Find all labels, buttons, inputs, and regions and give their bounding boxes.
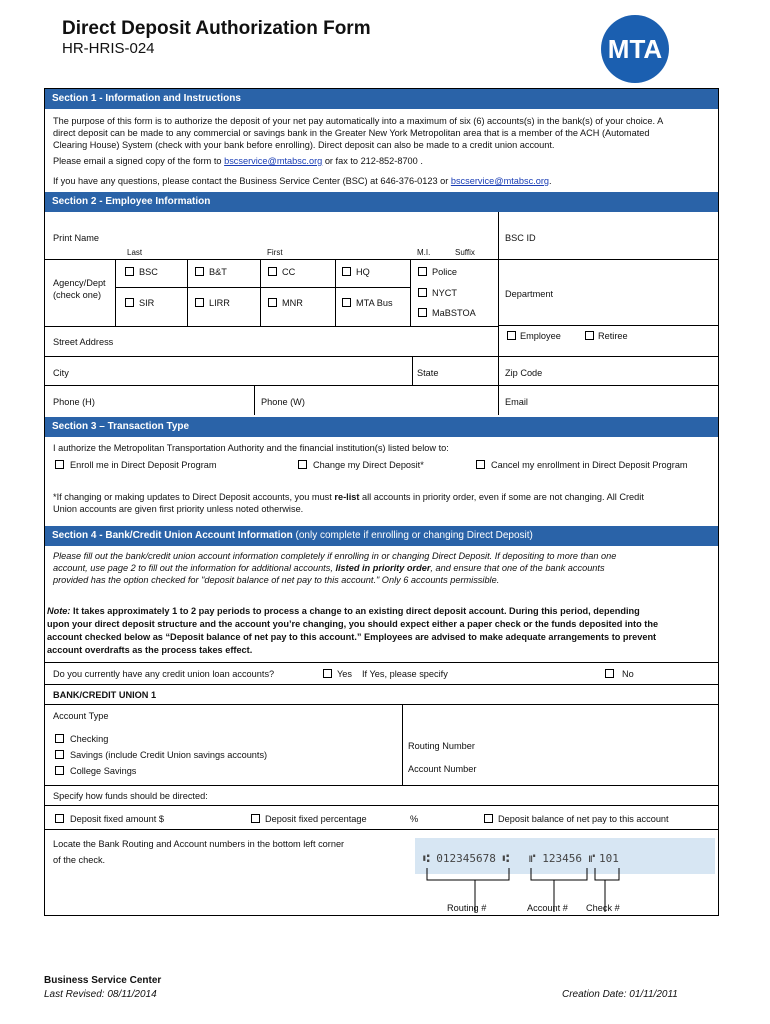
s4-note-text1: It takes approximately 1 to 2 pay periods to process a change to an existing direct deposit account. During this period, depending [70, 606, 640, 616]
enroll-label: Enroll me in Direct Deposit Program [70, 460, 217, 470]
city-label: City [53, 368, 69, 378]
email-label: Email [505, 397, 528, 407]
checking-checkbox[interactable] [55, 734, 64, 743]
logo-text: MTA [607, 34, 663, 64]
loan-yes-label: Yes [337, 669, 352, 679]
s4-instr-line1: Please fill out the bank/credit union account information completely if enrolling in or changing Direct Deposit. If depositing to more than one [53, 551, 617, 561]
loan-specify-label: If Yes, please specify [362, 669, 448, 679]
section1-heading: Section 1 - Information and Instructions [45, 89, 718, 109]
check-number-text: 101 [599, 852, 619, 865]
s4-note-line4: account overdrafts as the process takes effect. [47, 645, 253, 655]
s2-hline-3 [45, 356, 718, 357]
s3-note-bold: re-list [334, 492, 360, 502]
cancel-label: Cancel my enrollment in Direct Deposit Program [491, 460, 688, 470]
last-label: Last [127, 248, 143, 257]
fixed-amount-checkbox[interactable] [55, 814, 64, 823]
mta-bus-checkbox[interactable] [342, 298, 351, 307]
s4-heading-main: Section 4 - Bank/Credit Union Account Information [52, 530, 293, 541]
s2-div-a [115, 259, 116, 326]
college-label: College Savings [70, 766, 137, 776]
bsc-id-label: BSC ID [505, 233, 536, 243]
s2-hline-2r [498, 325, 718, 326]
email-link[interactable]: bscservice@mtabsc.org [224, 156, 323, 166]
s4-hline-2 [45, 684, 718, 685]
check-routing-text: ⑆ 012345678 ⑆ [423, 852, 510, 865]
department-label: Department [505, 289, 554, 299]
college-checkbox[interactable] [55, 766, 64, 775]
form-id: HR-HRIS-024 [62, 40, 155, 57]
phone-w-label: Phone (W) [261, 397, 305, 407]
routing-number-label: Routing Number [408, 741, 475, 751]
state-label: State [417, 368, 439, 378]
balance-checkbox[interactable] [484, 814, 493, 823]
s1-email-pre: Please email a signed copy of the form to [53, 156, 225, 166]
specify-label: Specify how funds should be directed: [53, 791, 208, 801]
savings-label: Savings (include Credit Union savings accounts) [70, 750, 268, 760]
s1-questions-pre: If you have any questions, please contact the Business Service Center (BSC) at 646-376-0123 or [53, 176, 451, 186]
locate-line1: Locate the Bank Routing and Account numbers in the bottom left corner [53, 839, 345, 849]
s2-hline-2 [45, 326, 498, 327]
footer-revised: Last Revised: 08/11/2014 [44, 989, 157, 1000]
bsc-label: BSC [139, 267, 158, 277]
section2-heading: Section 2 - Employee Information [45, 192, 718, 212]
mta-logo [590, 14, 682, 84]
enroll-checkbox[interactable] [55, 460, 64, 469]
s1-questions-post: . [549, 176, 552, 186]
police-checkbox[interactable] [418, 267, 427, 276]
s4-instr2-pre: account, use page 2 to fill out the information for additional accounts, [53, 563, 336, 573]
sir-label: SIR [139, 298, 155, 308]
mnr-label: MNR [282, 298, 303, 308]
mi-label: M.I. [417, 248, 431, 257]
lirr-label: LIRR [209, 298, 230, 308]
change-label: Change my Direct Deposit* [313, 460, 424, 470]
form-body [44, 88, 719, 916]
agency-dept-label: Agency/Dept [53, 278, 106, 288]
s2-div-c [260, 259, 261, 326]
section4-heading [45, 526, 718, 546]
s3-note-pre: *If changing or making updates to Direct Deposit accounts, you must [53, 492, 335, 502]
retiree-label: Retiree [598, 331, 628, 341]
check-account-text: ⑈ 123456 ⑈ [529, 852, 596, 865]
s4-hline-5 [45, 805, 718, 806]
savings-checkbox[interactable] [55, 750, 64, 759]
loan-yes-checkbox[interactable] [323, 669, 332, 678]
footer-creation: Creation Date: 01/11/2011 [562, 989, 678, 1000]
print-name-label: Print Name [53, 233, 99, 243]
s4-note-line3: account checked below as “Deposit balance of net pay to this account.” Employees are advised to make adequate arrangements to prevent [47, 632, 657, 642]
balance-label: Deposit balance of net pay to this account [498, 814, 669, 824]
nyct-checkbox[interactable] [418, 288, 427, 297]
bt-label: B&T [209, 267, 227, 277]
s4-instr2-post: , and ensure that one of the bank accounts [430, 563, 605, 573]
s4-heading-note: (only complete if enrolling or changing Direct Deposit) [292, 530, 533, 541]
account-number-label: Account Number [408, 764, 477, 774]
hq-checkbox[interactable] [342, 267, 351, 276]
nyct-label: NYCT [432, 288, 458, 298]
retiree-checkbox[interactable] [585, 331, 594, 340]
locate-line2: of the check. [53, 855, 106, 865]
s2-hline-1 [45, 259, 718, 260]
cc-checkbox[interactable] [268, 267, 277, 276]
authorize-text: I authorize the Metropolitan Transportation Authority and the financial institution(s) listed below to: [53, 443, 449, 453]
s3-note-post: all accounts in priority order, even if some are not changing. All Credit [359, 492, 644, 502]
questions-email-link[interactable]: bscservice@mtabsc.org [450, 176, 550, 186]
s4-hline-4 [45, 785, 718, 786]
bsc-checkbox[interactable] [125, 267, 134, 276]
checking-label: Checking [70, 734, 109, 744]
fixed-pct-label: Deposit fixed percentage [265, 814, 367, 824]
fixed-amount-label: Deposit fixed amount $ [70, 814, 164, 824]
s4-acct-div [402, 704, 403, 785]
loan-no-checkbox[interactable] [605, 669, 614, 678]
mnr-checkbox[interactable] [268, 298, 277, 307]
s4-note-line1 [47, 605, 640, 617]
footer-center: Business Service Center [44, 975, 162, 986]
section3-heading: Section 3 – Transaction Type [45, 417, 718, 437]
s2-agency-mid [115, 287, 410, 288]
s1-email-line [53, 155, 423, 167]
s2-phone-div [254, 385, 255, 415]
s4-hline-1 [45, 662, 718, 663]
zip-label: Zip Code [505, 368, 543, 378]
loan-no-label: No [622, 669, 634, 679]
suffix-label: Suffix [455, 248, 475, 257]
bank1-heading: BANK/CREDIT UNION 1 [53, 690, 157, 700]
s4-hline-3 [45, 704, 718, 705]
pct-sign: % [410, 814, 419, 824]
s1-questions-line [53, 175, 552, 187]
s2-city-div [412, 356, 413, 385]
s1-para-line1: The purpose of this form is to authorize the deposit of your net pay automatically into a maximum of six (6) accounts(s) in the bank(s) of your choice. A [53, 116, 664, 126]
phone-h-label: Phone (H) [53, 397, 95, 407]
s1-para-line2: direct deposit can be made to any commercial or savings bank in the Greater New York Metropolitan area that is a member of the ACH (Automated [53, 128, 650, 138]
s1-email-post: or fax to 212-852-8700 . [322, 156, 423, 166]
s1-para-line3: Clearing House) System (check with your bank before enrolling). Direct deposit can also be made to a credit union account. [53, 140, 555, 150]
s4-note-label: Note: [47, 606, 71, 616]
sir-checkbox[interactable] [125, 298, 134, 307]
s4-instr-line2 [53, 562, 605, 574]
s2-div-b [187, 259, 188, 326]
s4-instr2-bold: listed in priority order [335, 563, 431, 573]
form-title: Direct Deposit Authorization Form [62, 18, 371, 39]
routing-hash-label: Routing # [447, 903, 487, 913]
s4-note-line2: upon your direct deposit structure and the account you’re changing, you should expect either a paper check or the funds deposited into the [47, 619, 659, 629]
account-hash-label: Account # [527, 903, 568, 913]
s2-div-d [335, 259, 336, 326]
fixed-pct-checkbox[interactable] [251, 814, 260, 823]
cc-label: CC [282, 267, 296, 277]
account-type-label: Account Type [53, 711, 109, 721]
s3-note-line2: Union accounts are given first priority unless noted otherwise. [53, 504, 304, 514]
employee-checkbox[interactable] [507, 331, 516, 340]
check-hash-label: Check # [586, 903, 620, 913]
mta-bus-label: MTA Bus [356, 298, 393, 308]
mabstoa-label: MaBSTOA [432, 308, 476, 318]
employee-label: Employee [520, 331, 561, 341]
s3-note-line1 [53, 491, 644, 503]
police-label: Police [432, 267, 458, 277]
lirr-checkbox[interactable] [195, 298, 204, 307]
check-one-label: (check one) [53, 290, 102, 300]
s4-instr-line3: provided has the option checked for "deposit balance of net pay to this account." Only 6 accounts permissible. [53, 575, 500, 585]
s4-hline-6 [45, 829, 718, 830]
cancel-checkbox[interactable] [476, 460, 485, 469]
street-label: Street Address [53, 337, 114, 347]
loan-question: Do you currently have any credit union loan accounts? [53, 669, 275, 679]
mabstoa-checkbox[interactable] [418, 308, 427, 317]
change-checkbox[interactable] [298, 460, 307, 469]
s2-div-e [410, 259, 411, 326]
s2-hline-4 [45, 385, 718, 386]
first-label: First [267, 248, 283, 257]
hq-label: HQ [356, 267, 370, 277]
bt-checkbox[interactable] [195, 267, 204, 276]
